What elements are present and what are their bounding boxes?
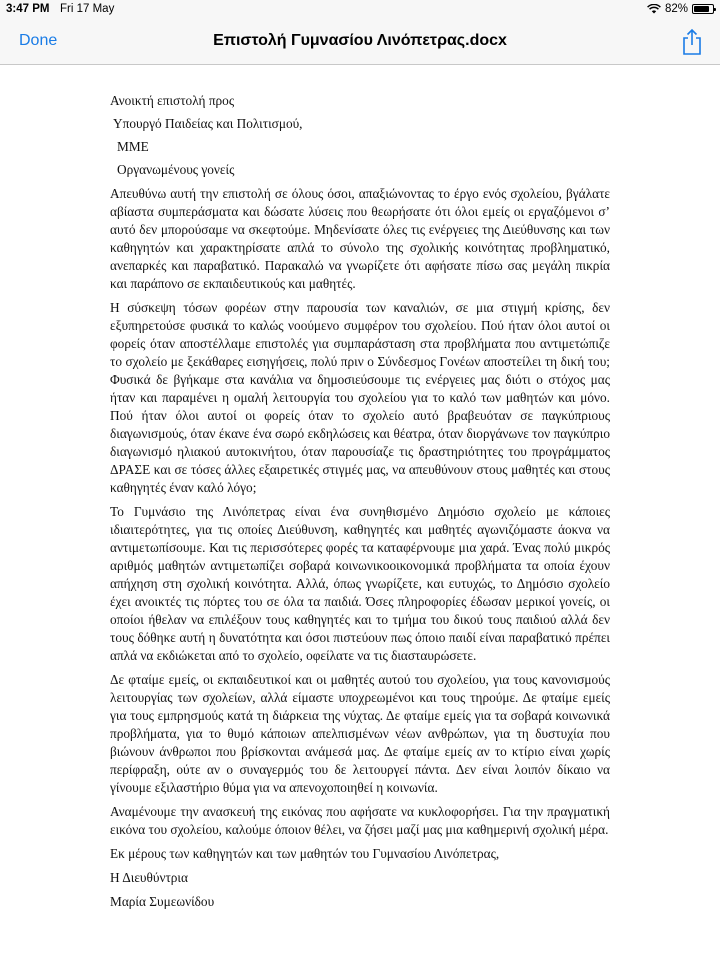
wifi-icon: [647, 4, 661, 14]
battery-icon: [692, 4, 714, 14]
battery-percentage: 82%: [664, 3, 688, 15]
letter-heading: Ανοικτή επιστολή προς: [110, 93, 235, 108]
letter-body: [110, 92, 610, 911]
done-button[interactable]: Done: [19, 32, 58, 49]
letter-paragraph: Το Γυμνάσιο της Λινόπετρας είναι ένα συνηθισμένο Δημόσιο σχολείο με κάποιες ιδιαιτερότητες, για τις οποίες Διεύθυνση, καθηγητές και μαθητές αγωνιζόμαστε άοκνα να αντιμετωπίσουμε. Και τις περισσότερες φορές τα καταφέρνουμε μια χαρά. Ένας πολύ μικρός αριθμός μαθητών αντιμετωπίζει σοβαρά κοινωνικοοικονομικά προβλήματα τα οποία έχουν απήχηση στη σχολική κοινότητα. Αλλά, όπως γνωρίζετε, και ευτυχώς, το Δημόσιο σχολείο έχει ανοικτές τις πόρτες του σε όλα τα παιδιά. Όσες πληροφορίες έδωσαν μερικοί γονείς, οι οποίοι ήθελαν να επιλέξουν τους καθηγητές και το τμήμα του δικού τους παιδιού αλλά δεν τους δόθηκε αυτή η δυνατότητα και όσοι πιστεύουν πως όποιο παιδί είναι παραβατικό πρέπει απλά να εκδιώκεται από το σχολείο, οφείλατε να τις διασταυρώσετε.: [110, 504, 610, 663]
letter-paragraph: Απευθύνω αυτή την επιστολή σε όλους όσοι, απαξιώνοντας το έργο ενός σχολείου, βγάλατε αβίαστα συμπεράσματα και δώσατε λύσεις που θεωρήσατε ότι όλοι εμείς οι εργαζόμενοι σ’ αυτό δεν μπορούσαμε να σκεφτούμε. Μηδενίσατε όλες τις ενέργειες της Διεύθυνσης και των καθηγητών και χαρακτηρίσατε απλά το σύνολο της σχολικής κοινότητας προβληματικό, ανεπαρκές και παραβατικό. Παρακαλώ να γνωρίζετε ότι αφήσατε πίσω σας μεγάλη πικρία και παράπονο σε εκπαιδευτικούς και μαθητές.: [110, 186, 610, 291]
letter-paragraph: Η σύσκεψη τόσων φορέων στην παρουσία των καναλιών, σε μια στιγμή κρίσης, δεν εξυπηρετούσε φυσικά το καλώς νοούμενο συμφέρον του σχολείου. Πού ήταν όλοι αυτοί οι φορείς όταν αποστέλλαμε επιστολές για συμπαράσταση στα προβλήματα που αντιμετώπιζε το σχολείο με ξεκάθαρες εισηγήσεις, πολύ πριν ο Σύνδεσμος Γονέων αποστείλει τη δική του; Φυσικά δε βγήκαμε στα κανάλια να δημοσιεύσουμε τις ενέργειες μας διότι ο στόχος μας ήταν και παραμένει η ομαλή λειτουργία του σχολείου για το καλό των μαθητών και μόνο. Πού ήταν όλοι αυτοί οι φορείς όταν το σχολείο αυτό βραβευόταν σε παγκύπριους διαγωνισμούς, όταν έκανε ένα σωρό εκδηλώσεις και θέατρα, όταν διοργάνωνε τον παγκύπριο διαγωνισμό ηλιακού αυτοκινήτου, όταν παρουσίαζε τις δραστηριότητες του προγράμματος ΔΡΑΣΕ και σε τόσες άλλες εξαιρετικές στιγμές μας, να απευθύνουν στους μαθητές και στους καθηγητές έναν καλό λόγο;: [110, 300, 610, 495]
status-date: Fri 17 May: [60, 3, 115, 15]
letter-paragraph: Δε φταίμε εμείς, οι εκπαιδευτικοί και οι μαθητές αυτού του σχολείου, για τους κανονισμούς λειτουργίας των σχολείων, αλλά είμαστε υποχρεωμένοι και τους τηρούμε. Δε φταίμε εμείς για τους εμπρησμούς κατά τη διάρκεια της νύχτας. Δε φταίμε εμείς για τα σοβαρά κοινωνικά προβλήματα, για το θυμό κάποιων απελπισμένων νέων ανθρώπων, για τη δυστυχία που βιώνουν άνθρωποι που βρίσκονται ανάμεσά μας. Δε φταίμε εμείς αν το κτίριο είναι χωρίς περίφραξη, ούτε αν ο συναγερμός του δε λειτουργεί πάντα. Δεν είναι λοιπόν δίκαιο να γίνουμε εξιλαστήριο θύμα για να απενοχοποιηθεί η κοινωνία.: [110, 672, 610, 795]
document-nav-bar: [0, 20, 720, 65]
status-time: 3:47 PM: [6, 3, 50, 15]
document-title: Επιστολή Γυμνασίου Λινόπετρας.docx: [213, 32, 507, 49]
signer-role: Η Διευθύντρια: [110, 870, 188, 885]
recipient-line: Υπουργό Παιδείας και Πολιτισμού,: [113, 116, 303, 131]
recipient-line: Οργανωμένους γονείς: [117, 162, 235, 177]
share-icon[interactable]: [680, 28, 704, 56]
battery-level: [694, 6, 709, 12]
letter-closing: Εκ μέρους των καθηγητών και των μαθητών του Γυμνασίου Λινόπετρας,: [110, 846, 500, 861]
recipient-line: ΜΜΕ: [117, 139, 149, 154]
document-page: [0, 65, 720, 960]
status-indicators: [647, 3, 714, 15]
signer-name: Μαρία Συμεωνίδου: [110, 894, 215, 909]
status-bar: [0, 0, 720, 20]
letter-paragraph: Αναμένουμε την ανασκευή της εικόνας που αφήσατε να κυκλοφορήσει. Για την πραγματική εικόνα του σχολείου, καλούμε όποιον θέλει, να ζήσει μαζί μας μια καθημερινή σχολική μέρα.: [110, 804, 610, 837]
